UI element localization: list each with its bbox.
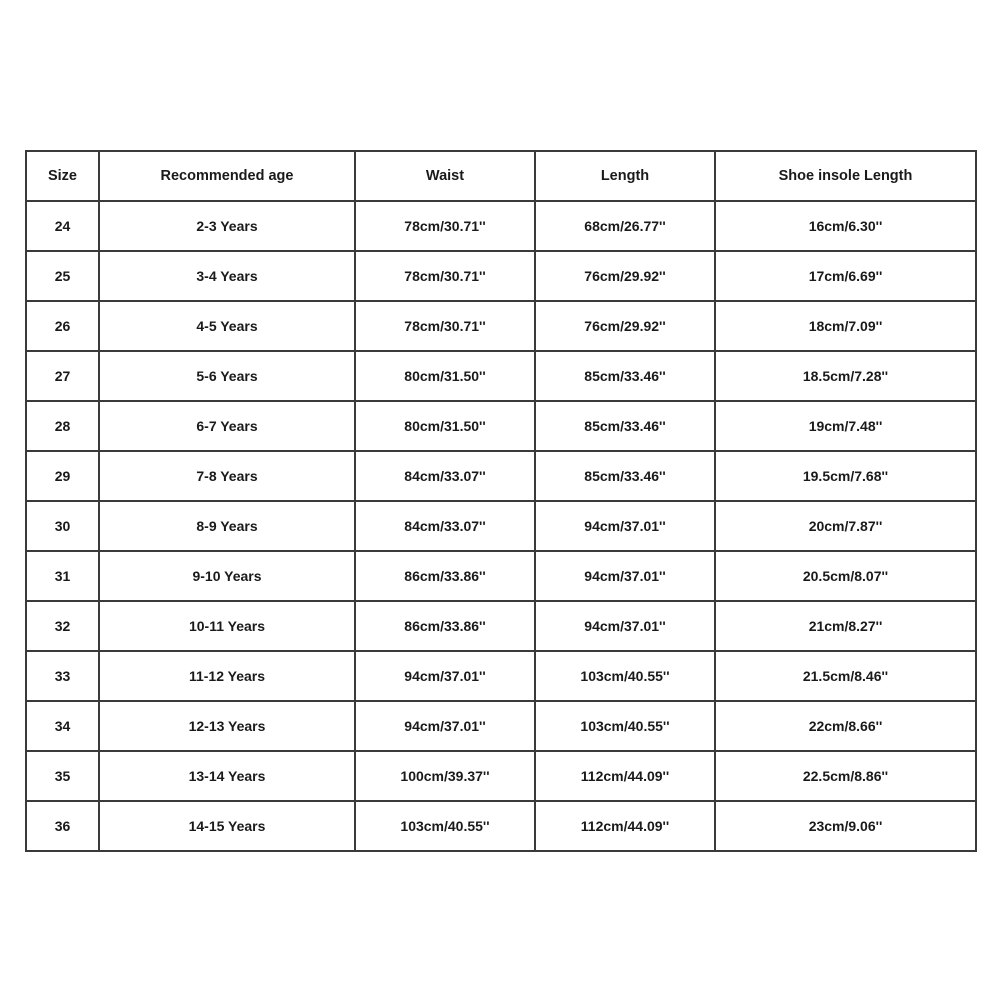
shoe-insole-length-cell: 22cm/8.66'' xyxy=(715,701,976,751)
header-shoe-insole-length: Shoe insole Length xyxy=(715,151,976,201)
table-body xyxy=(26,201,976,851)
size-cell: 36 xyxy=(26,801,99,851)
table-row xyxy=(26,301,976,351)
header-size: Size xyxy=(26,151,99,201)
table-row xyxy=(26,751,976,801)
length-cell: 76cm/29.92'' xyxy=(535,301,715,351)
recommended-age-cell: 11-12 Years xyxy=(99,651,355,701)
shoe-insole-length-cell: 17cm/6.69'' xyxy=(715,251,976,301)
size-cell: 34 xyxy=(26,701,99,751)
recommended-age-cell: 2-3 Years xyxy=(99,201,355,251)
table-row xyxy=(26,701,976,751)
table-row xyxy=(26,801,976,851)
recommended-age-cell: 9-10 Years xyxy=(99,551,355,601)
header-row xyxy=(26,151,976,201)
recommended-age-cell: 10-11 Years xyxy=(99,601,355,651)
recommended-age-cell: 6-7 Years xyxy=(99,401,355,451)
table-header xyxy=(26,151,976,201)
table-row xyxy=(26,251,976,301)
waist-cell: 78cm/30.71'' xyxy=(355,201,535,251)
recommended-age-cell: 5-6 Years xyxy=(99,351,355,401)
waist-cell: 78cm/30.71'' xyxy=(355,301,535,351)
waist-cell: 84cm/33.07'' xyxy=(355,501,535,551)
length-cell: 68cm/26.77'' xyxy=(535,201,715,251)
shoe-insole-length-cell: 16cm/6.30'' xyxy=(715,201,976,251)
size-cell: 33 xyxy=(26,651,99,701)
recommended-age-cell: 12-13 Years xyxy=(99,701,355,751)
length-cell: 85cm/33.46'' xyxy=(535,451,715,501)
waist-cell: 103cm/40.55'' xyxy=(355,801,535,851)
shoe-insole-length-cell: 18.5cm/7.28'' xyxy=(715,351,976,401)
size-cell: 27 xyxy=(26,351,99,401)
header-waist: Waist xyxy=(355,151,535,201)
recommended-age-cell: 8-9 Years xyxy=(99,501,355,551)
size-cell: 25 xyxy=(26,251,99,301)
recommended-age-cell: 4-5 Years xyxy=(99,301,355,351)
recommended-age-cell: 14-15 Years xyxy=(99,801,355,851)
size-cell: 24 xyxy=(26,201,99,251)
length-cell: 94cm/37.01'' xyxy=(535,601,715,651)
shoe-insole-length-cell: 19cm/7.48'' xyxy=(715,401,976,451)
size-cell: 32 xyxy=(26,601,99,651)
length-cell: 94cm/37.01'' xyxy=(535,551,715,601)
size-cell: 26 xyxy=(26,301,99,351)
shoe-insole-length-cell: 22.5cm/8.86'' xyxy=(715,751,976,801)
waist-cell: 86cm/33.86'' xyxy=(355,601,535,651)
table-row xyxy=(26,551,976,601)
shoe-insole-length-cell: 21cm/8.27'' xyxy=(715,601,976,651)
shoe-insole-length-cell: 19.5cm/7.68'' xyxy=(715,451,976,501)
length-cell: 103cm/40.55'' xyxy=(535,651,715,701)
size-cell: 35 xyxy=(26,751,99,801)
table-row xyxy=(26,351,976,401)
waist-cell: 94cm/37.01'' xyxy=(355,701,535,751)
length-cell: 85cm/33.46'' xyxy=(535,351,715,401)
shoe-insole-length-cell: 23cm/9.06'' xyxy=(715,801,976,851)
size-cell: 31 xyxy=(26,551,99,601)
shoe-insole-length-cell: 20cm/7.87'' xyxy=(715,501,976,551)
size-chart-table xyxy=(25,150,977,852)
length-cell: 94cm/37.01'' xyxy=(535,501,715,551)
shoe-insole-length-cell: 21.5cm/8.46'' xyxy=(715,651,976,701)
length-cell: 85cm/33.46'' xyxy=(535,401,715,451)
shoe-insole-length-cell: 20.5cm/8.07'' xyxy=(715,551,976,601)
length-cell: 112cm/44.09'' xyxy=(535,801,715,851)
waist-cell: 94cm/37.01'' xyxy=(355,651,535,701)
table-row xyxy=(26,201,976,251)
header-recommended-age: Recommended age xyxy=(99,151,355,201)
header-length: Length xyxy=(535,151,715,201)
length-cell: 103cm/40.55'' xyxy=(535,701,715,751)
shoe-insole-length-cell: 18cm/7.09'' xyxy=(715,301,976,351)
waist-cell: 86cm/33.86'' xyxy=(355,551,535,601)
size-cell: 30 xyxy=(26,501,99,551)
table-row xyxy=(26,401,976,451)
length-cell: 76cm/29.92'' xyxy=(535,251,715,301)
waist-cell: 80cm/31.50'' xyxy=(355,351,535,401)
waist-cell: 78cm/30.71'' xyxy=(355,251,535,301)
size-cell: 29 xyxy=(26,451,99,501)
recommended-age-cell: 3-4 Years xyxy=(99,251,355,301)
waist-cell: 100cm/39.37'' xyxy=(355,751,535,801)
waist-cell: 84cm/33.07'' xyxy=(355,451,535,501)
recommended-age-cell: 7-8 Years xyxy=(99,451,355,501)
recommended-age-cell: 13-14 Years xyxy=(99,751,355,801)
length-cell: 112cm/44.09'' xyxy=(535,751,715,801)
size-cell: 28 xyxy=(26,401,99,451)
table-row xyxy=(26,651,976,701)
table-row xyxy=(26,451,976,501)
waist-cell: 80cm/31.50'' xyxy=(355,401,535,451)
table-row xyxy=(26,501,976,551)
table-row xyxy=(26,601,976,651)
